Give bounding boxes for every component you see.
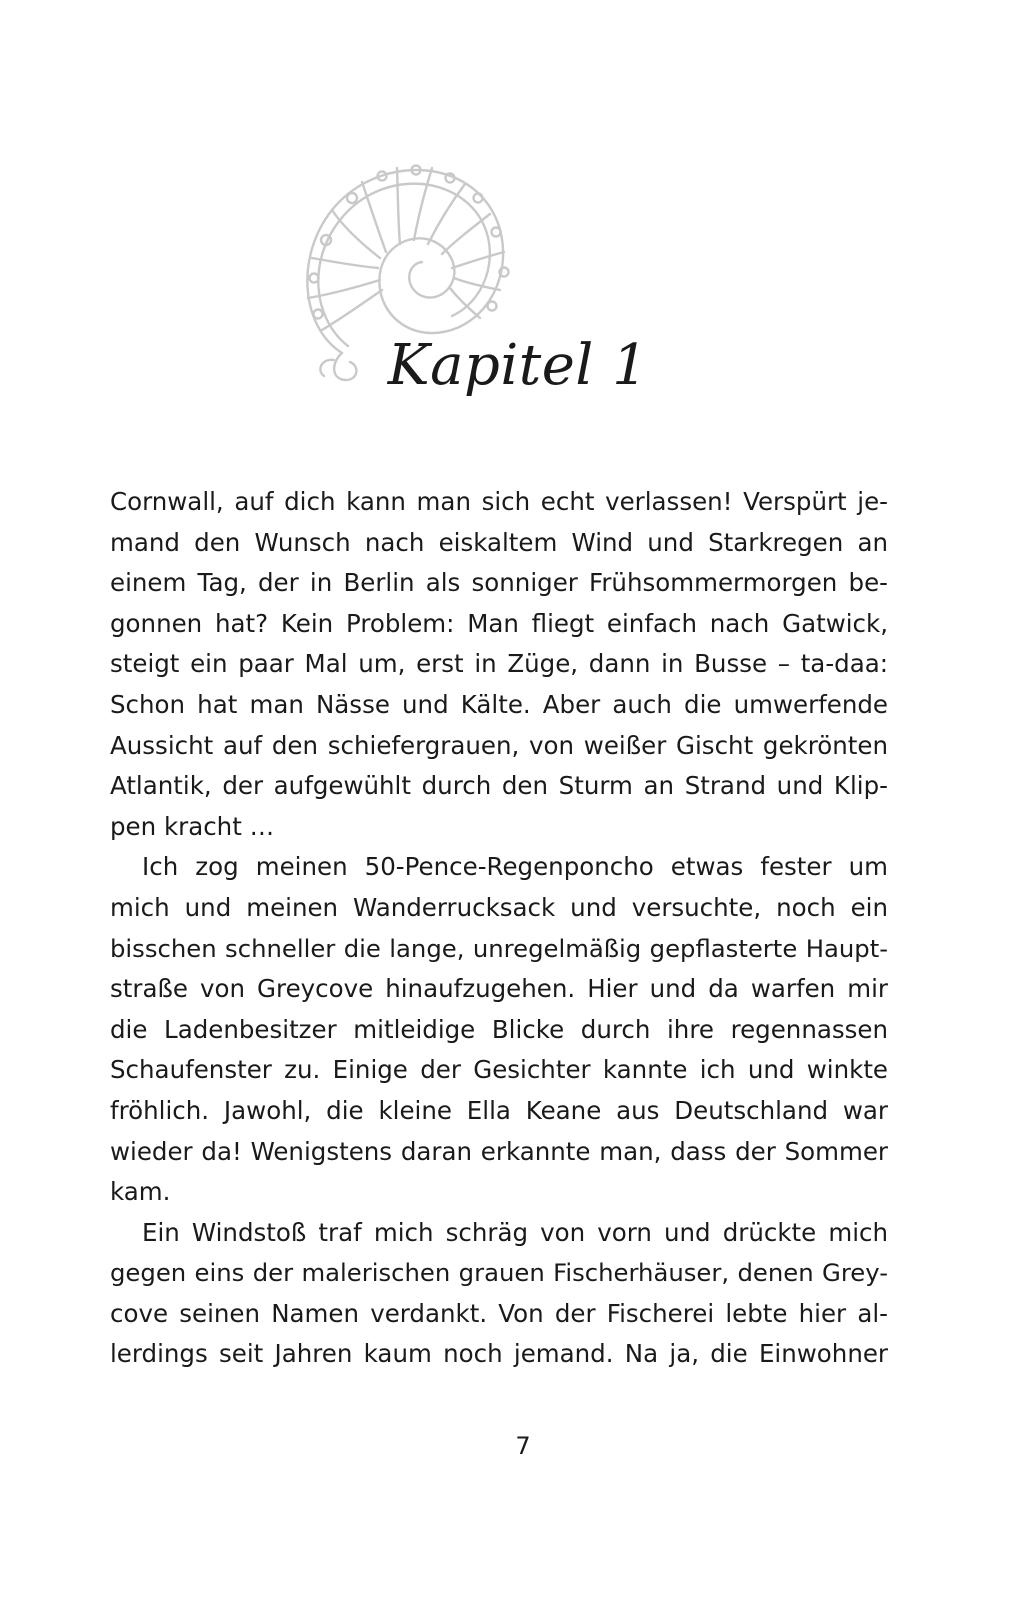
text-line: steigt ein paar Mal um, erst in Züge, dann in Busse – ta-daa:: [110, 649, 888, 679]
text-line: Ein Windstoß traf mich schräg von vorn und drückte mich: [142, 1217, 888, 1247]
text-line: pen kracht …: [110, 811, 275, 841]
text-line: die Ladenbesitzer mitleidige Blicke durch ihre regennassen: [110, 1014, 888, 1044]
text-line: einem Tag, der in Berlin als sonniger Frühsommermorgen be-: [110, 568, 888, 598]
chapter-title: Kapitel 1: [387, 333, 649, 398]
text-line: Schon hat man Nässe und Kälte. Aber auch die umwerfende: [110, 689, 888, 719]
text-line: Ich zog meinen 50-Pence-Regenponcho etwas fester um: [142, 852, 888, 882]
text-line: Schaufenster zu. Einige der Gesichter kannte ich und winkte: [110, 1055, 888, 1085]
text-line: bisschen schneller die lange, unregelmäßig gepflasterte Haupt-: [110, 933, 888, 963]
text-line: mand den Wunsch nach eiskaltem Wind und Starkregen an: [110, 527, 888, 557]
text-line: fröhlich. Jawohl, die kleine Ella Keane aus Deutschland war: [110, 1095, 888, 1125]
body-text: [110, 482, 888, 1375]
text-line: Atlantik, der aufgewühlt durch den Sturm an Strand und Klip-: [110, 771, 888, 801]
text-line: Aussicht auf den schiefergrauen, von weißer Gischt gekrönten: [110, 730, 888, 760]
paragraph: [110, 1213, 888, 1375]
text-line: Cornwall, auf dich kann man sich echt verlassen! Verspürt je-: [110, 487, 888, 516]
text-line: gegen eins der malerischen grauen Fischerhäuser, denen Grey-: [110, 1258, 888, 1288]
paragraph: [110, 847, 888, 1212]
text-line: wieder da! Wenigstens daran erkannte man, dass der Sommer: [110, 1136, 888, 1166]
text-line: lerdings seit Jahren kaum noch jemand. Na ja, die Einwohner: [110, 1339, 888, 1369]
text-line: straße von Greycove hinaufzugehen. Hier und da warfen mir: [110, 974, 888, 1004]
paragraph: [110, 482, 888, 847]
text-line: cove seinen Namen verdankt. Von der Fischerei lebte hier al-: [110, 1298, 888, 1328]
text-line: mich und meinen Wanderrucksack und versuchte, noch ein: [110, 892, 888, 922]
text-line: gonnen hat? Kein Problem: Man fliegt einfach nach Gatwick,: [110, 608, 888, 638]
text-line: kam.: [110, 1177, 171, 1207]
page-number: 7: [515, 1432, 531, 1460]
